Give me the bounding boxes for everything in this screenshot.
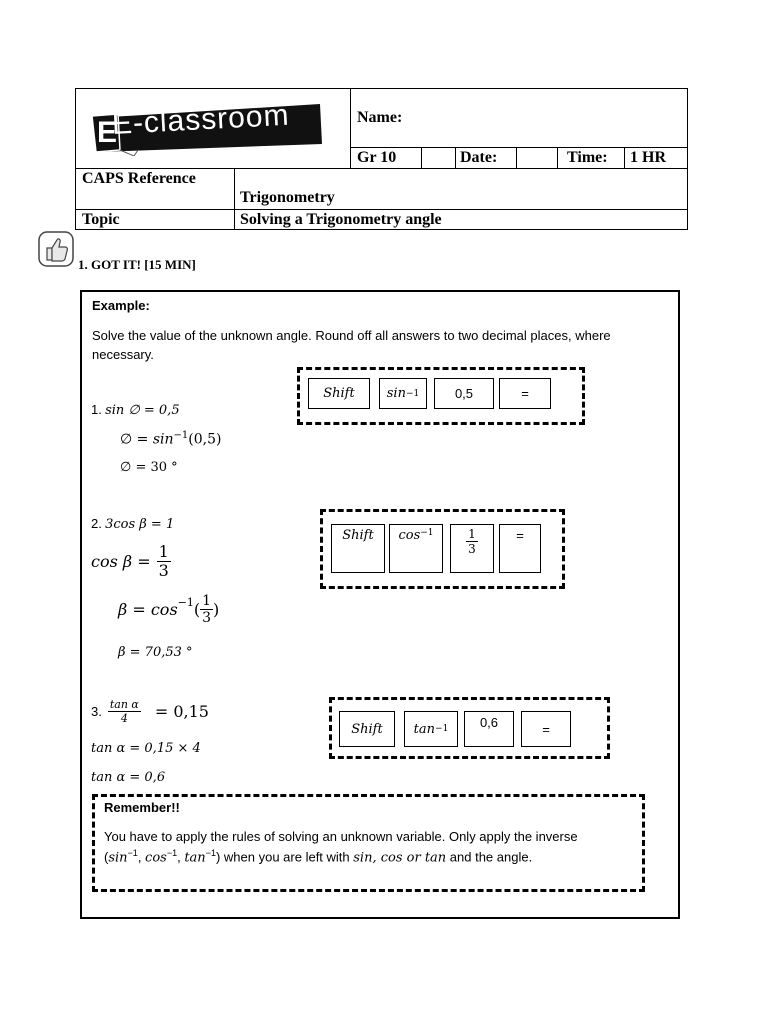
example-2-answer: β = 70,53 ° — [118, 645, 193, 660]
example-2-equation: 2. 3cos β = 1 — [91, 516, 175, 532]
topic-value: Solving a Trigonometry angle — [240, 211, 442, 228]
example-3-step-1: tan α = 0,15 × 4 — [91, 741, 201, 756]
name-label: Name: — [357, 109, 403, 126]
example-3-answer: tan α = 0,6 — [91, 770, 166, 785]
example-label: Example: — [92, 298, 150, 313]
equals-key: = — [499, 524, 541, 573]
remember-line-1: You have to apply the rules of solving an unknown variable. Only apply the inverse — [104, 829, 578, 844]
sin-inverse-key: sin −1 — [379, 378, 427, 409]
example-instruction: Solve the value of the unknown angle. Round off all answers to two decimal places, where necessary. — [92, 328, 611, 362]
example-1-answer: ∅ = 30 ° — [120, 460, 178, 475]
remember-title: Remember!! — [104, 800, 180, 815]
example-2-step-1: cos β = $\frac{1}{3}$ — [91, 542, 169, 580]
time-label: Time: — [567, 149, 608, 166]
example-1-equation: 1. sin ∅ = 0,5 — [91, 402, 180, 418]
one-third-key: $\frac{1}{3}$ — [450, 524, 494, 573]
shift-key: Shift — [339, 711, 395, 747]
value-key: 0,5 — [434, 378, 494, 409]
e-classroom-logo — [90, 100, 325, 156]
remember-line-2: ($\sin^{-1}$, $\cos^{-1}$, $\tan^{-1}$) when you are left with sin, cos or tan and the angle. — [104, 848, 533, 866]
tan-inverse-key: tan −1 — [404, 711, 458, 747]
value-key: 0,6 — [464, 711, 514, 747]
duration-value: 1 HR — [630, 149, 666, 166]
svg-text:E: E — [96, 116, 118, 149]
cos-inverse-key: cos −1 — [389, 524, 443, 573]
shift-key: Shift — [308, 378, 370, 409]
caps-reference-value: Trigonometry — [240, 189, 335, 206]
equals-key: = — [499, 378, 551, 409]
logo-text: E-classroom — [111, 98, 291, 141]
shift-key: Shift — [331, 524, 385, 573]
caps-reference-label: CAPS Reference — [82, 170, 196, 187]
example-2-step-2: β = cos $^{-1}$ ( $\frac{1}{3}$ ) — [118, 593, 220, 626]
example-1-step-1: ∅ = $\sin^{-1}(0,5)$ — [120, 430, 222, 448]
example-3-equation: 3. $\frac{\text{tan α}}{4}$ = 0,15 — [91, 698, 209, 725]
section-heading: 1. GOT IT! [15 MIN] — [78, 257, 196, 272]
thumbs-up-icon — [37, 230, 75, 268]
equals-key: = — [521, 711, 571, 747]
date-label: Date: — [460, 149, 498, 166]
grade-label: Gr 10 — [357, 149, 397, 166]
topic-label: Topic — [82, 211, 120, 228]
